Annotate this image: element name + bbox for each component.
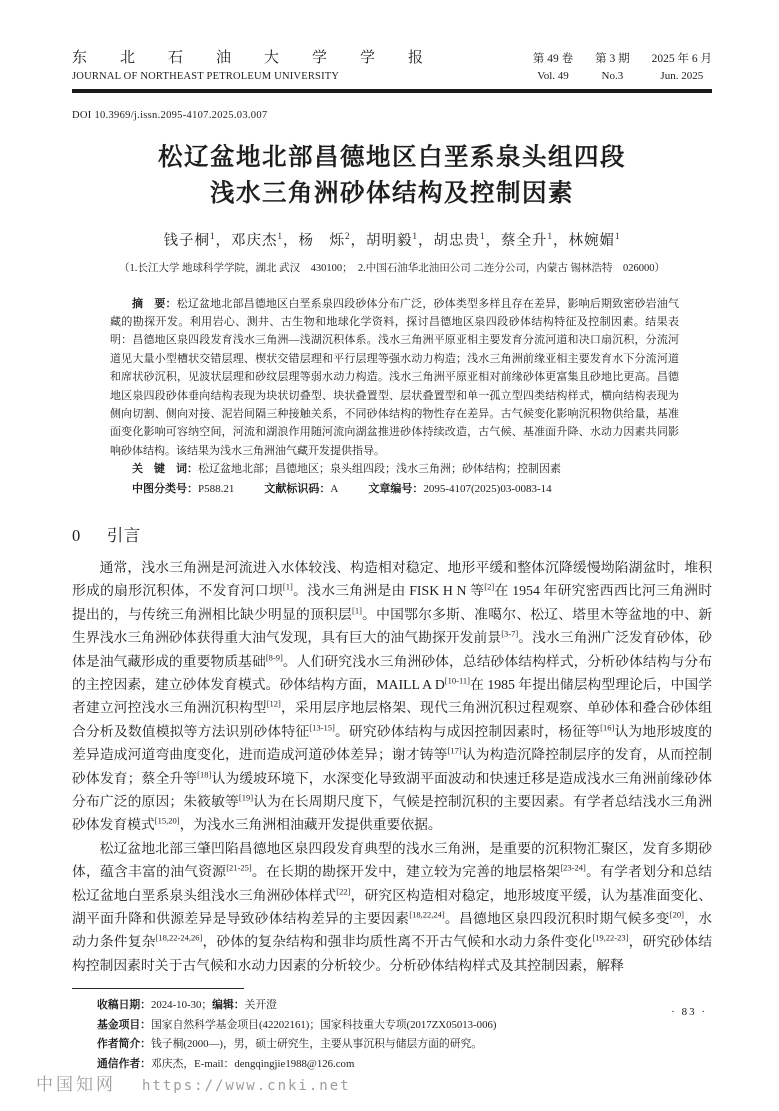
section-heading-intro: [72, 522, 712, 546]
doi: DOI 10.3969/j.issn.2095-4107.2025.03.007: [72, 109, 268, 121]
keywords-text: 松辽盆地北部；昌德地区；泉头组四段；浅水三角洲；砂体结构；控制因素: [198, 463, 561, 476]
author: 蔡全升$^1$，: [501, 230, 569, 249]
clc-label: 中图分类号：: [132, 482, 198, 495]
journal-name-block: [72, 46, 424, 82]
author: 杨 烁$^2$，: [298, 230, 366, 249]
author-affil-sup: 1: [615, 230, 621, 241]
clc-line: [110, 480, 679, 498]
abstract-text: 松辽盆地北部昌德地区白垩系泉四段砂体分布广泛，砂体类型多样且存在差异，影响后期致密砂岩油气藏的勘探开发。利用岩心、测井、古生物和地球化学资料，探讨昌德地区泉四段砂体结构特征及控制因素。结果表明：昌德地区泉四段发育浅水三角洲—浅湖沉积体系。浅水三角洲平原亚相主要发育分流河道和决口扇沉积，分流河道见大量小型槽状交错层理、楔状交错层理和平行层理等强水动力构造；浅水三角洲前缘亚相主要发育水下分流河道和席状砂沉积，见波状层理和砂纹层理等弱水动力构造。浅水三角洲平原亚相对前缘砂体更富集且砂地比更高。昌德地区泉四段砂体垂向结构表现为块状切叠型、块状叠置型、层状叠置型和单一孤立型四类结构样式，横向结构表现为侧向切割、侧向对接、泥岩间隔三种接触关系，不同砂体结构的物性存在差异。古气候变化影响沉积物供给量，基准面变化影响可容纳空间，河流和湖浪作用随河流向湖盆推进砂体持续改造，古气候、基准面升降、水动力因素共同影响砂体结构。该结果为浅水三角洲油气藏开发提供指导。: [110, 297, 680, 457]
clc-value: P588.21: [198, 482, 235, 495]
keywords-label: 关 键 词：: [132, 463, 198, 476]
author-affil-sup: 1: [547, 230, 553, 241]
keywords-line: [110, 460, 679, 478]
footnote-rule: [72, 988, 244, 989]
date-cn: 2025 年 6 月: [651, 53, 712, 65]
journal-header: [72, 46, 712, 82]
abstract-block: [110, 295, 679, 498]
author: 钱子桐$^1$，: [163, 230, 231, 249]
cnki-watermark: [36, 1070, 351, 1095]
title-line-1: 松辽盆地北部昌德地区白垩系泉头组四段: [158, 143, 626, 171]
author-affil-sup: 1: [412, 230, 418, 241]
title-line-2: 浅水三角洲砂体结构及控制因素: [210, 179, 574, 207]
author: 胡忠贵$^1$，: [433, 230, 501, 249]
corresponding-label: 通信作者：: [97, 1058, 151, 1071]
abstract-paragraph: [110, 295, 679, 461]
doc-code-label: 文献标识码：: [264, 482, 331, 495]
editor-label: 编辑：: [212, 999, 245, 1012]
author-bio-label: 作者简介：: [97, 1038, 151, 1051]
journal-name-en: JOURNAL OF NORTHEAST PETROLEUM UNIVERSITY: [72, 71, 340, 82]
date-en: Jun. 2025: [660, 70, 704, 82]
received-label: 收稿日期：: [97, 999, 151, 1012]
issue-en: No.3: [601, 70, 624, 82]
abstract-label: 摘 要：: [132, 297, 177, 310]
article-title: [72, 140, 712, 212]
section-title: 引言: [106, 525, 141, 545]
section-number: 0: [72, 525, 81, 545]
corresponding-email: 邓庆杰，E-mail：dengqingjie1988@126.com: [150, 1058, 355, 1071]
issue-info: [533, 50, 712, 82]
intro-paragraph-1: 通常，浅水三角洲是河流进入水体较浅、构造相对稳定、地形平缓和整体沉降缓慢坳陷湖盆时，堆积形成的扇形沉积体，不发育河口坝[1]。浅水三角洲是由 FISK H N 等[2]在 1954 年研究密西西比河三角洲时提出的，与传统三角洲相比缺少明显的顶积层[1]。中国鄂尔多斯、准噶尔、松辽、塔里木等盆地的中、新生界浅水三角洲砂体获得重大油气发现，具有巨大的油气勘探开发前景[3-7]。浅水三角洲广泛发育砂体，砂体是油气藏形成的重要物质基础[8-9]。人们研究浅水三角洲砂体，总结砂体结构样式，分析砂体结构与分布的主控因素，建立砂体发育模式。砂体结构方面，MAILL A D[10-11]在 1985 年提出储层构型理论后，中国学者建立河控浅水三角洲沉积构型[12]，采用层序地层格架、现代三角洲沉积过程观察、单砂体和叠合砂体组合分析及数值模拟等方法识别砂体特征[13-15]。研究砂体结构与成因控制因素时，杨征等[16]认为地形坡度的差异造成河道弯曲度变化，进而造成河道砂体差异；谢才铸等[17]认为构造沉降控制层序的发育，从而控制砂体发育；蔡全升等[18]认为缓坡环境下，水深变化导致湖平面波动和快速迁移是造成浅水三角洲前缘砂体分布广泛的原因；朱筱敏等[19]认为在长周期尺度下，气候是控制沉积的主要因素。有学者总结浅水三角洲砂体发育模式[15,20]，为浅水三角洲相油藏开发提供重要依据。: [72, 559, 713, 833]
footnote-author-bio: 作者简介：钱子桐(2000—)，男，硕士研究生，主要从事沉积与储层方面的研究。: [97, 1038, 483, 1051]
footnote-fund: 基金项目：国家自然科学基金项目(42202161)；国家科技重大专项(2017ZX05013-006): [97, 1018, 497, 1031]
authors-line: [72, 229, 712, 250]
author-affil-sup: 2: [345, 230, 351, 241]
author-affil-sup: 1: [210, 230, 216, 241]
volume-en: Vol. 49: [537, 70, 569, 82]
footnote-block: [72, 996, 712, 1074]
issue-cn: 第 3 期: [595, 53, 630, 65]
page-number: · 83 ·: [671, 1006, 707, 1018]
cnki-watermark-url: https://www.cnki.net: [142, 1078, 351, 1094]
article-id-label: 文章编号：: [368, 482, 424, 495]
author-affil-sup: 1: [480, 230, 486, 241]
doc-code-value: A: [330, 482, 339, 495]
fund-label: 基金项目：: [97, 1018, 151, 1031]
author: 邓庆杰$^1$，: [231, 230, 299, 249]
article-id-value: 2095-4107(2025)03-0083-14: [423, 482, 552, 495]
affiliation: （1.长江大学 地球科学学院，湖北 武汉 430100； 2.中国石油华北油田公司 二连分公司，内蒙古 锡林浩特 026000）: [119, 262, 665, 274]
volume-cn: 第 49 卷: [532, 53, 574, 65]
intro-paragraph-2: 松辽盆地北部三肇凹陷昌德地区泉四段发育典型的浅水三角洲，是重要的沉积物汇聚区，发育多期砂体，蕴含丰富的油气资源[21-25]。在长期的勘探开发中，建立较为完善的地层格架[23-24]。有学者划分和总结松辽盆地白垩系泉头组浅水三角洲砂体样式[22]，研究区构造相对稳定，地形坡度平缓，认为基准面变化、湖平面升降和供源差异是导致砂体结构差异的主要因素[18,22,24]。昌德地区泉四段沉积时期气候多变[20]，水动力条件复杂[18,22-24,26]，砂体的复杂结构和强非均质性离不开古气候和水动力条件变化[19,22-23]，研究砂体结构控制因素时关于古气候和水动力因素的分析较少。分析砂体结构样式及其控制因素，解释: [72, 840, 713, 973]
body-text: [72, 556, 712, 977]
footnote-received: 收稿日期：2024-10-30；编辑：关开澄: [97, 999, 277, 1012]
author-affil-sup: 1: [277, 230, 283, 241]
journal-name-cn: 东 北 石 油 大 学 学 报: [72, 50, 424, 66]
author: 胡明毅$^1$，: [366, 230, 434, 249]
cnki-watermark-cn: 中国知网: [36, 1075, 116, 1094]
author: 林婉媚$^1$: [568, 230, 621, 249]
header-rule: [72, 89, 712, 93]
